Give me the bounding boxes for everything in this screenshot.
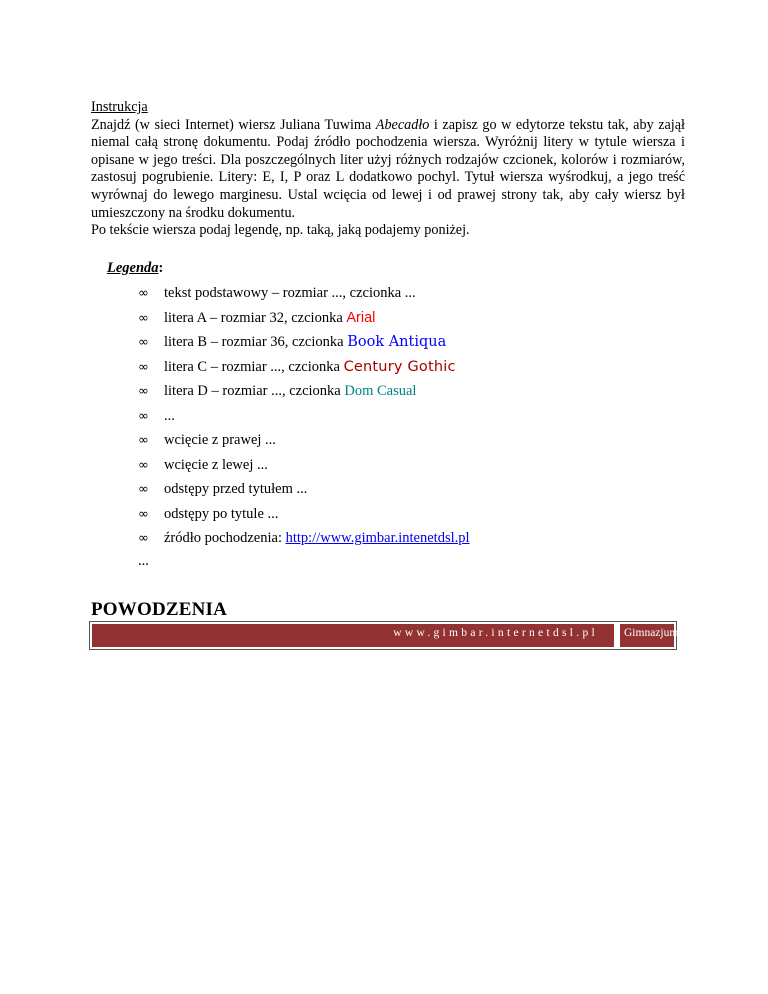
source-link[interactable]: http://www.gimbar.intenetdsl.pl [285,530,470,546]
legend-trailing-ellipsis: ... [138,553,149,569]
legend-text: tekst podstawowy – rozmiar ..., czcionka ... [164,285,416,301]
footer-school-band [620,624,712,647]
legend-colon: : [158,260,164,276]
footer-url[interactable]: www.gimbar.internetdsl.pl [393,627,598,639]
font-name-arial: Arial [346,309,376,326]
legend-item-indent-right [138,432,470,457]
instruction-heading: Instrukcja [91,99,148,115]
instruction-block [91,99,685,240]
infinity-bullet-icon: ∞ [138,433,149,448]
legend-text: źródło pochodzenia: [164,530,286,546]
legend-item-space-after [138,506,470,531]
footer-school-name: Gimnazjum Barcin [624,627,712,639]
closing-heading: POWODZENIA [91,599,228,620]
font-name-dom-casual: Dom Casual [344,383,417,399]
legend-text: litera C – rozmiar ..., czcionka [164,358,344,375]
legend-title: Legenda [107,260,159,276]
infinity-bullet-icon: ∞ [138,482,149,497]
infinity-bullet-icon: ∞ [138,457,149,473]
infinity-bullet-icon: ∞ [138,359,149,375]
legend-text: litera D – rozmiar ..., czcionka [164,383,345,399]
footer-bar [89,621,712,650]
legend-list [138,285,470,555]
infinity-bullet-icon: ∞ [138,506,149,522]
font-name-century-gothic: Century Gothic [343,358,456,375]
legend-item-c [138,359,470,384]
legend-text: wcięcie z lewej ... [164,456,268,473]
legend-text: ... [164,407,175,424]
infinity-bullet-icon: ∞ [138,531,149,546]
legend-text: wcięcie z prawej ... [164,432,276,448]
font-name-book-antiqua: Book Antiqua [347,334,447,350]
legend-item-space-before [138,481,470,506]
legend-text: odstępy po tytule ... [164,505,279,522]
legend-item-b [138,334,470,359]
legend-item-basic [138,285,470,310]
legend-heading [107,260,163,277]
legend-item-a [138,310,470,335]
instruction-lead: Znajdź (w sieci Internet) wiersz Juliana Tuwima [91,116,376,133]
poem-title: Abecadło [375,116,430,133]
legend-item-indent-left [138,457,470,482]
legend-text: litera A – rozmiar 32, czcionka [164,309,347,326]
infinity-bullet-icon: ∞ [138,335,149,350]
infinity-bullet-icon: ∞ [138,286,149,301]
footer-url-band [92,624,614,647]
infinity-bullet-icon: ∞ [138,408,149,424]
instruction-last-line: Po tekście wiersza podaj legendę, np. taką, jaką podajemy poniżej. [91,222,470,239]
legend-text: litera B – rozmiar 36, czcionka [164,334,348,350]
legend-item-ellipsis [138,408,470,433]
instruction-paragraph [91,117,685,223]
infinity-bullet-icon: ∞ [138,384,149,399]
infinity-bullet-icon: ∞ [138,310,149,326]
legend-text: odstępy przed tytułem ... [164,481,308,497]
legend-item-d [138,383,470,408]
instruction-rest: i zapisz go w edytorze tekstu tak, aby zajął niemal całą stronę dokumentu. Podaj źródło pochodzenia wiersza. Wyróżnij litery w tytule wiersza i opisane w jego treści. Dla poszczególnych liter użyj różnych rodzajów czcionek, kolorów i rozmiarów, zastosuj pogrubienie. Litery: E, I, P oraz L dodatkowo pochyl. Tytuł wiersza wyśrodkuj, a jego treść wyrównaj do lewego marginesu. Ustal wcięcia od lewej i od prawej strony tak, aby cały wiersz był umieszczony na środku dokumentu. [91,116,685,221]
legend-item-source [138,530,470,555]
